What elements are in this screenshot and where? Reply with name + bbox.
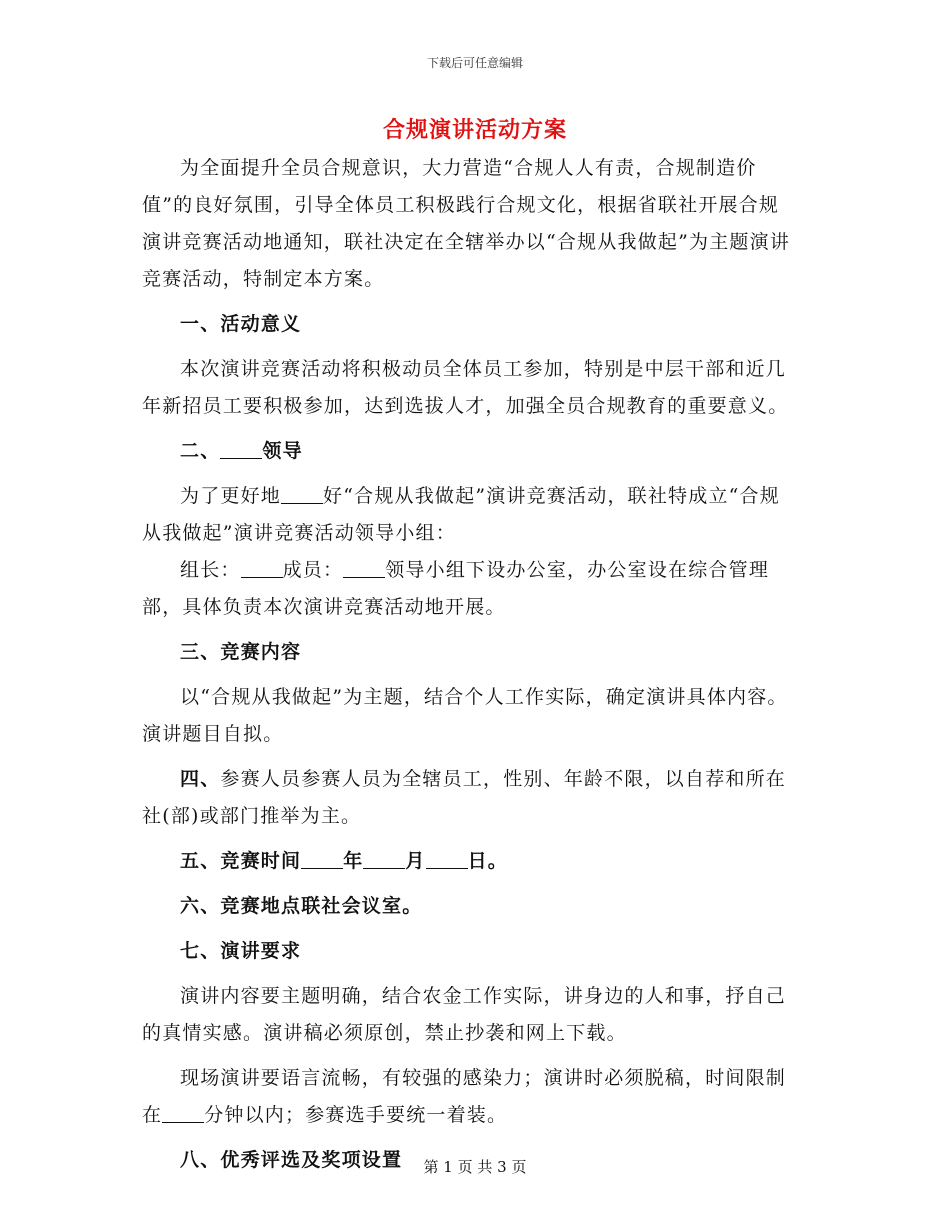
document-title: 合规演讲活动方案 [382,117,567,143]
blank-line [301,850,343,869]
blank-line [281,485,323,504]
blank-line [241,559,283,578]
section-2-members [142,552,798,626]
blank-line [363,850,405,869]
section-1-body: 本次演讲竞赛活动将积极动员全体员工参加，特别是中层干部和近几年新招员工要积极参加，达到选拔人才，加强全员合规教育的重要意义。 [142,358,789,417]
day-label: 日。 [467,850,509,872]
section-2-heading-suffix: 领导 [262,440,303,462]
leader-label: 组长： [180,559,241,581]
section-7-body-2-suffix: 分钟以内；参赛选手要统一着装。 [204,1104,508,1126]
section-2-heading-prefix: 二、 [180,440,221,462]
blank-line [343,559,385,578]
section-1-heading: 一、活动意义 [180,313,302,335]
section-7-body-2 [142,1060,798,1134]
page-footer: 第 1 页 共 3 页 [423,1158,527,1176]
section-2-heading [142,433,798,470]
office-text: 领导小组下设办公室，办公室设在综合管理部，具体负责本次演讲竞赛活动地开展。 [142,559,770,618]
section-6-heading: 六、竞赛地点联社会议室。 [180,895,423,917]
section-5-heading [142,843,798,880]
blank-line [162,1104,204,1123]
document-body [142,150,798,1179]
section-7-heading: 七、演讲要求 [180,940,302,962]
section-5-label: 五、竞赛时间 [180,850,302,872]
section-2-body-suffix: 好“合规从我做起”演讲竞赛活动，联社特成立“合规从我做起”演讲竞赛活动领导小组： [142,485,780,544]
members-label: 成员： [282,559,344,581]
section-3-body: 以“合规从我做起”为主题，结合个人工作实际，确定演讲具体内容。演讲题目自拟。 [142,686,788,745]
section-2-body [142,478,798,552]
month-label: 月 [405,850,426,872]
intro-paragraph: 为全面提升全员合规意识，大力营造“合规人人有责，合规制造价值”的良好氛围，引导全体员工积极践行合规文化，根据省联社开展合规演讲竞赛活动地通知，联社决定在全辖举办以“合规从我做起”为主题演讲竞赛活动，特制定本方案。 [142,157,791,290]
section-7-body-2-prefix: 现场演讲要语言流畅，有较强的感染力；演讲时必须脱稿，时间限制在 [142,1067,787,1126]
section-3-heading: 三、竞赛内容 [180,641,302,663]
section-4-heading: 四、 [180,768,221,790]
section-8-heading: 八、优秀评选及奖项设置 [180,1149,403,1171]
blank-line [426,850,468,869]
year-label: 年 [343,850,364,872]
header-note: 下载后可任意编辑 [426,56,523,70]
section-4-paragraph [142,761,798,835]
section-2-body-prefix: 为了更好地 [180,485,282,507]
section-7-body-1: 演讲内容要主题明确，结合农金工作实际，讲身边的人和事，抒自己的真情实感。演讲稿必须原创，禁止抄袭和网上下载。 [142,985,787,1044]
section-4-body: 参赛人员参赛人员为全辖员工，性别、年龄不限，以自荐和所在社(部)或部门推举为主。 [142,768,787,827]
blank-line [220,440,262,459]
